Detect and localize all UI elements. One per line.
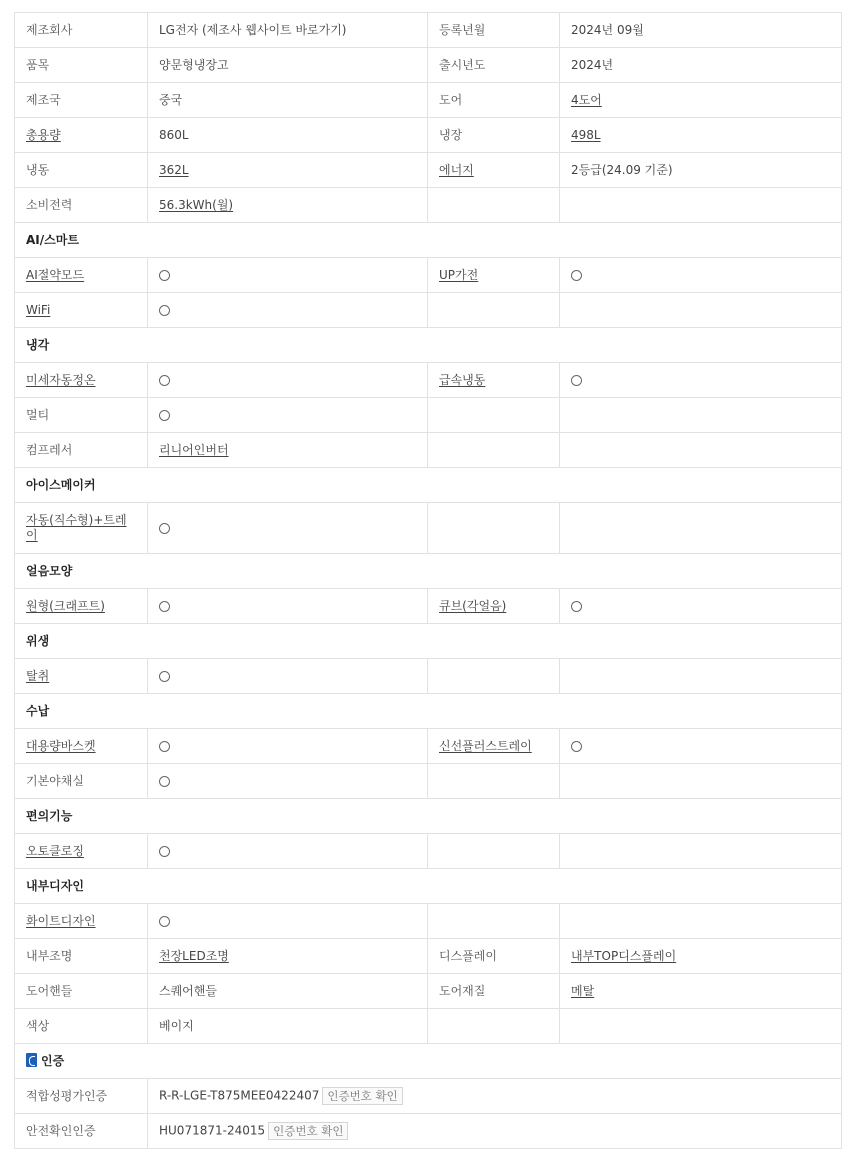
spec-value-link[interactable]: 56.3kWh(월) [159,197,234,212]
spec-label: 적합성평가인증 [15,1079,148,1114]
spec-row [15,13,842,48]
spec-label: 도어핸들 [15,974,148,1009]
spec-value-link[interactable]: 리니어인버터 [159,442,229,457]
section-title: 인증 [41,1054,65,1068]
spec-label: 디스플레이 [428,939,560,974]
spec-label: 컴프레서 [15,433,148,468]
spec-value: 2024년 09월 [560,13,842,48]
spec-label: 소비전력 [15,188,148,223]
spec-label: 기본야채실 [15,764,148,799]
supported-circle-icon [159,846,170,857]
spec-label: 출시년도 [428,48,560,83]
spec-row [15,433,842,468]
spec-row [15,118,842,153]
spec-row [15,258,842,293]
spec-label: 냉동 [15,153,148,188]
supported-circle-icon [159,523,170,534]
maker-link[interactable]: LG전자 (제조사 웹사이트 바로가기) [148,13,428,48]
spec-row [15,1079,842,1114]
spec-value: 베이지 [148,1009,428,1044]
verify-cert-button[interactable]: 인증번호 확인 [322,1087,402,1105]
spec-row [15,363,842,398]
spec-value-link[interactable]: 498L [571,127,601,142]
spec-label: 냉장 [428,118,560,153]
spec-label-link[interactable]: 큐브(각얼음) [439,598,507,613]
spec-row [15,729,842,764]
spec-value-link[interactable]: 4도어 [571,92,602,107]
spec-label-link[interactable]: 신선플러스트레이 [439,738,532,753]
section-title: 편의기능 [15,799,842,834]
spec-label-link[interactable]: 대용량바스켓 [26,738,96,753]
section-row [15,869,842,904]
spec-row [15,1009,842,1044]
spec-row [15,188,842,223]
spec-row [15,834,842,869]
spec-row [15,659,842,694]
section-row [15,328,842,363]
supported-circle-icon [159,776,170,787]
section-title: 아이스메이커 [15,468,842,503]
spec-value: 860L [148,118,428,153]
spec-row [15,293,842,328]
supported-circle-icon [159,916,170,927]
spec-label: 도어재질 [428,974,560,1009]
spec-label-link[interactable]: WiFi [26,302,51,317]
supported-circle-icon [159,305,170,316]
verify-cert-button[interactable]: 인증번호 확인 [268,1122,348,1140]
spec-row [15,939,842,974]
spec-label-link[interactable]: 총용량 [26,127,61,142]
spec-value: 2등급(24.09 기준) [560,153,842,188]
section-row [15,468,842,503]
supported-circle-icon [159,741,170,752]
spec-value: 중국 [148,83,428,118]
spec-label: 제조국 [15,83,148,118]
supported-circle-icon [571,270,582,281]
section-title: 내부디자인 [15,869,842,904]
section-row [15,624,842,659]
spec-label: 내부조명 [15,939,148,974]
spec-label: 안전확인인증 [15,1114,148,1149]
spec-label-link[interactable]: 원형(크래프트) [26,598,105,613]
section-row [15,223,842,258]
section-title: 냉각 [15,328,842,363]
cert-number: HU071871-24015 [159,1123,266,1138]
spec-label-link[interactable]: 급속냉동 [439,372,486,387]
supported-circle-icon [571,375,582,386]
spec-label: 도어 [428,83,560,118]
spec-value-link[interactable]: 천장LED조명 [159,948,229,963]
section-title: 수납 [15,694,842,729]
section-title: AI/스마트 [15,223,842,258]
spec-value: 스퀘어핸들 [148,974,428,1009]
supported-circle-icon [571,741,582,752]
spec-value: 2024년 [560,48,842,83]
spec-value-link[interactable]: 메탈 [571,983,595,998]
supported-circle-icon [159,601,170,612]
spec-row [15,83,842,118]
spec-row [15,764,842,799]
spec-label: 등록년월 [428,13,560,48]
section-row [15,799,842,834]
supported-circle-icon [159,375,170,386]
spec-label-link[interactable]: 에너지 [439,162,474,177]
supported-circle-icon [159,410,170,421]
spec-label-link[interactable]: 오토클로징 [26,843,84,858]
spec-row [15,398,842,433]
spec-row [15,153,842,188]
spec-label-link[interactable]: UP가전 [439,267,479,282]
spec-value-link[interactable]: 내부TOP디스플레이 [571,948,677,963]
section-title: 얼음모양 [15,554,842,589]
section-row [15,1044,842,1079]
spec-row [15,503,842,554]
supported-circle-icon [159,270,170,281]
spec-row [15,904,842,939]
spec-row [15,974,842,1009]
supported-circle-icon [571,601,582,612]
spec-value-link[interactable]: 362L [159,162,189,177]
section-title: 위생 [15,624,842,659]
section-row [15,694,842,729]
spec-row [15,48,842,83]
spec-label: 품목 [15,48,148,83]
cert-number: R-R-LGE-T875MEE0422407 [159,1088,320,1103]
spec-label-link[interactable]: 화이트디자인 [26,913,96,928]
spec-label: 멀티 [15,398,148,433]
spec-label-link[interactable]: 자동(직수형)+트레이 [26,513,127,542]
spec-row [15,1114,842,1149]
spec-label-link[interactable]: AI절약모드 [26,267,85,282]
kc-cert-icon [26,1053,37,1067]
spec-value: 양문형냉장고 [148,48,428,83]
section-row [15,554,842,589]
spec-label: 색상 [15,1009,148,1044]
spec-label-link[interactable]: 미세자동정온 [26,372,96,387]
spec-row [15,589,842,624]
supported-circle-icon [159,671,170,682]
spec-table [14,12,842,1149]
spec-label-link[interactable]: 탈취 [26,668,50,683]
spec-label: 제조회사 [15,13,148,48]
